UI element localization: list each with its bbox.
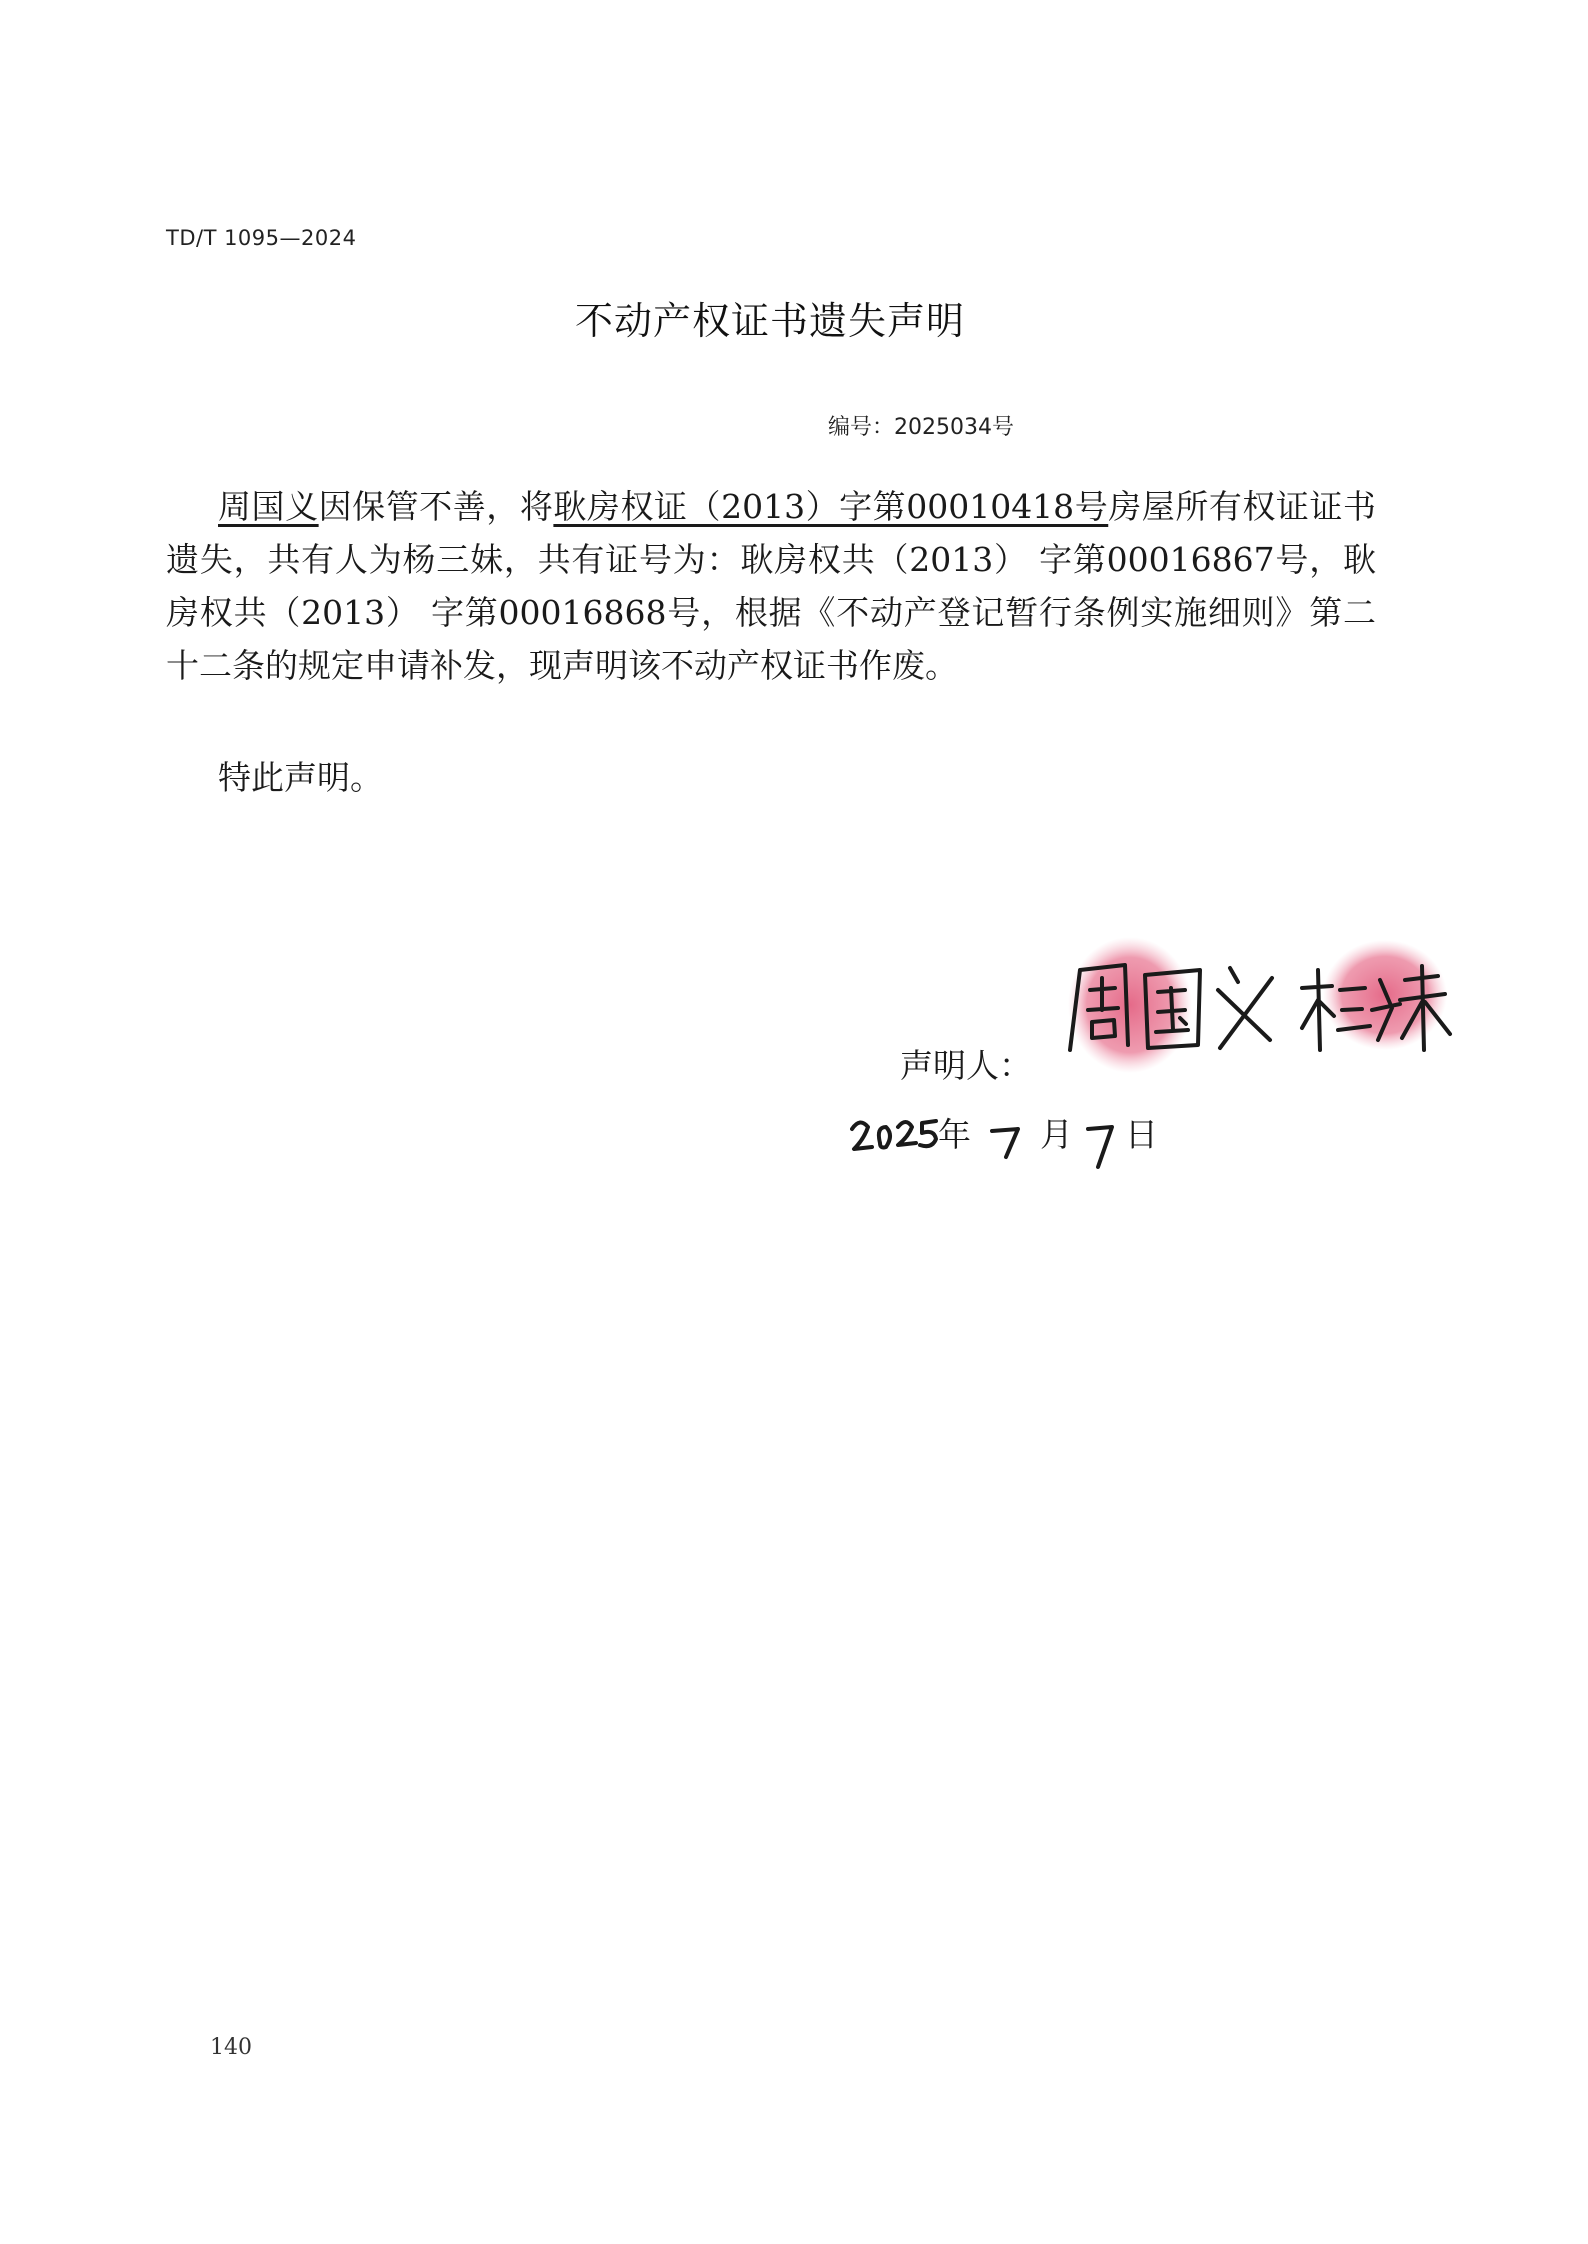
standard-code: TD/T 1095—2024 [166, 226, 357, 250]
page-number: 140 [210, 2035, 252, 2060]
day-unit: 日 [1125, 1115, 1158, 1154]
declarant-label: 声明人： [900, 1046, 1032, 1085]
page-title: 不动产权证书遗失声明 [574, 299, 965, 343]
body-segment-2: 房屋所有权证证书遗失，共有人为杨三妹，共有证号为：耿房权共（2013） 字第00016867号，耿房权共（2013） 字第00016868号，根据《不动产登记暂行条例实施细则》第二十二条的规定申请补发，现声明该不动产权证书作废。 [166, 487, 1377, 685]
year-unit: 年 [938, 1115, 971, 1154]
handwritten-signature [1040, 930, 1460, 1080]
date-line [850, 1105, 1250, 1185]
body-segment-1: 因保管不善，将 [318, 487, 554, 526]
document-number: 编号：2025034号 [828, 415, 1014, 440]
certificate-number: 耿房权证（2013）字第00010418号 [553, 487, 1109, 526]
closing-statement: 特此声明。 [218, 758, 383, 797]
declaration-body [166, 480, 1376, 692]
owner-name: 周国义 [218, 487, 319, 526]
month-unit: 月 [1040, 1115, 1073, 1154]
